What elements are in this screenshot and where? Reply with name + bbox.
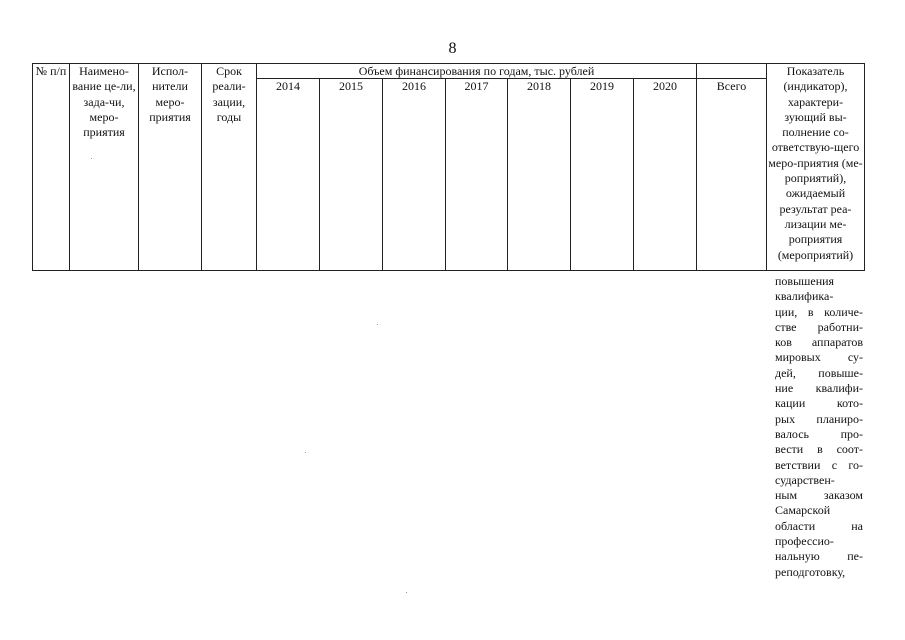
header-indicator: Показатель (индикатор), характери-зующий вы-полнение со-ответствую-щего меро-приятия (ме-роприятий), ожидаемый результат реа-лизации ме-роприятия (мероприятий)	[767, 64, 865, 271]
header-funding-blank	[697, 64, 767, 79]
header-total: Всего	[697, 79, 767, 271]
header-year: 2015	[320, 79, 383, 271]
header-term: Срок реали-зации, годы	[202, 64, 257, 271]
scan-speck	[305, 452, 306, 453]
header-year: 2018	[508, 79, 571, 271]
continuation-line: дей, повыше-	[775, 365, 863, 380]
header-row	[33, 64, 865, 79]
header-year: 2016	[383, 79, 446, 271]
continuation-line: реподготовку,	[775, 564, 846, 579]
continuation-line: вести в соот-	[775, 442, 863, 457]
continuation-line: повышения	[775, 274, 835, 288]
indicator-continuation	[775, 274, 863, 580]
program-table	[32, 63, 865, 271]
header-year: 2020	[634, 79, 697, 271]
continuation-line: валось про-	[775, 426, 863, 441]
header-year: 2019	[571, 79, 634, 271]
scan-speck	[377, 324, 378, 325]
header-year: 2014	[257, 79, 320, 271]
continuation-line: сударствен-	[775, 472, 835, 487]
page-number: 8	[448, 40, 457, 57]
header-executors: Испол-нители меро-приятия	[139, 64, 202, 271]
header-num: № п/п	[33, 64, 70, 271]
continuation-line: области на	[775, 518, 863, 533]
continuation-line: мировых су-	[775, 350, 863, 365]
continuation-line: нальную пе-	[775, 549, 863, 564]
continuation-line: квалифика-	[775, 289, 834, 304]
header-year: 2017	[446, 79, 508, 271]
continuation-line: ветствии с го-	[775, 457, 863, 472]
continuation-line: кации кото-	[775, 396, 863, 411]
continuation-line: стве работни-	[775, 319, 863, 334]
continuation-line: ние квалифи-	[775, 381, 863, 396]
continuation-line: Самарской	[775, 503, 831, 518]
continuation-line: ков аппаратов	[775, 335, 863, 350]
header-name: Наимено-вание це-ли, зада-чи, меро-приятия	[70, 64, 139, 271]
scan-speck	[91, 158, 92, 159]
continuation-line: ции, в количе-	[775, 304, 863, 319]
continuation-line: профессио-	[775, 534, 834, 549]
continuation-line: рых планиро-	[775, 411, 863, 426]
continuation-line: ным заказом	[775, 488, 863, 503]
scan-speck	[406, 592, 407, 593]
header-funding: Объем финансирования по годам, тыс. рублей	[257, 64, 697, 79]
